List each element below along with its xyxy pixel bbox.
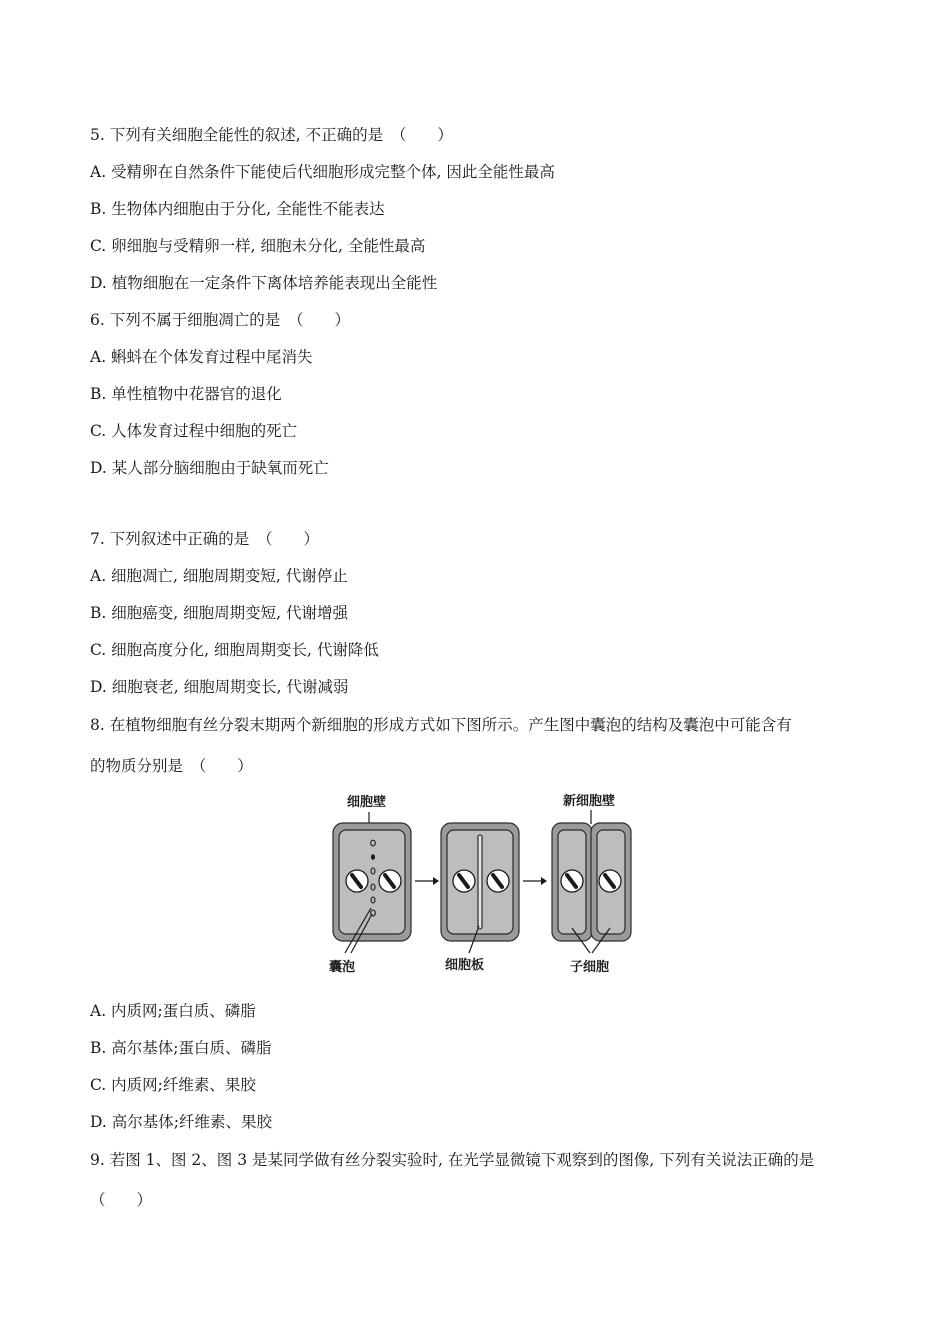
label-vesicle: 囊泡 <box>329 960 356 975</box>
q5-stem: 5. 下列有关细胞全能性的叙述, 不正确的是 （ ） <box>90 126 453 144</box>
q5-option-d: D. 植物细胞在一定条件下离体培养能表现出全能性 <box>90 274 438 292</box>
q6-option-c: C. 人体发育过程中细胞的死亡 <box>90 422 298 440</box>
q5-option-a: A. 受精卵在自然条件下能使后代细胞形成完整个体, 因此全能性最高 <box>90 163 555 181</box>
cell-stage-3 <box>552 823 631 953</box>
q5-option-b: B. 生物体内细胞由于分化, 全能性不能表达 <box>90 200 385 218</box>
q8-option-d: D. 高尔基体;纤维素、果胶 <box>90 1113 272 1131</box>
q8-option-b: B. 高尔基体;蛋白质、磷脂 <box>90 1039 272 1057</box>
q6-option-d: D. 某人部分脑细胞由于缺氧而死亡 <box>90 459 329 477</box>
cell-stage-1 <box>333 823 411 953</box>
q6-option-b: B. 单性植物中花器官的退化 <box>90 385 282 403</box>
q8-option-c: C. 内质网;纤维素、果胶 <box>90 1076 256 1094</box>
label-daughter-cells: 子细胞 <box>570 960 610 975</box>
label-cell-plate: 细胞板 <box>445 958 485 973</box>
q8-stem-line1: 8. 在植物细胞有丝分裂末期两个新细胞的形成方式如下图所示。产生图中囊泡的结构及囊泡中可能含有 <box>90 716 792 734</box>
q5-option-c: C. 卵细胞与受精卵一样, 细胞未分化, 全能性最高 <box>90 237 426 255</box>
q7-stem: 7. 下列叙述中正确的是 （ ） <box>90 530 319 548</box>
q7-option-b: B. 细胞癌变, 细胞周期变短, 代谢增强 <box>90 604 348 622</box>
q7-option-a: A. 细胞凋亡, 细胞周期变短, 代谢停止 <box>90 567 348 585</box>
label-cell-wall: 细胞壁 <box>347 795 387 810</box>
q9-answer-paren: （ ） <box>90 1191 153 1209</box>
q9-stem: 9. 若图 1、图 2、图 3 是某同学做有丝分裂实验时, 在光学显微镜下观察到的图像, 下列有关说法正确的是 <box>90 1151 815 1169</box>
label-new-cell-wall: 新细胞壁 <box>563 794 616 809</box>
cell-division-figure <box>325 788 645 978</box>
q7-option-d: D. 细胞衰老, 细胞周期变长, 代谢减弱 <box>90 678 349 696</box>
q7-option-c: C. 细胞高度分化, 细胞周期变长, 代谢降低 <box>90 641 379 659</box>
q8-option-a: A. 内质网;蛋白质、磷脂 <box>90 1002 256 1020</box>
cell-stage-2 <box>441 823 519 953</box>
q6-option-a: A. 蝌蚪在个体发育过程中尾消失 <box>90 348 313 366</box>
q6-stem: 6. 下列不属于细胞凋亡的是 （ ） <box>90 311 350 329</box>
q8-stem-line2: 的物质分别是 （ ） <box>90 757 253 775</box>
